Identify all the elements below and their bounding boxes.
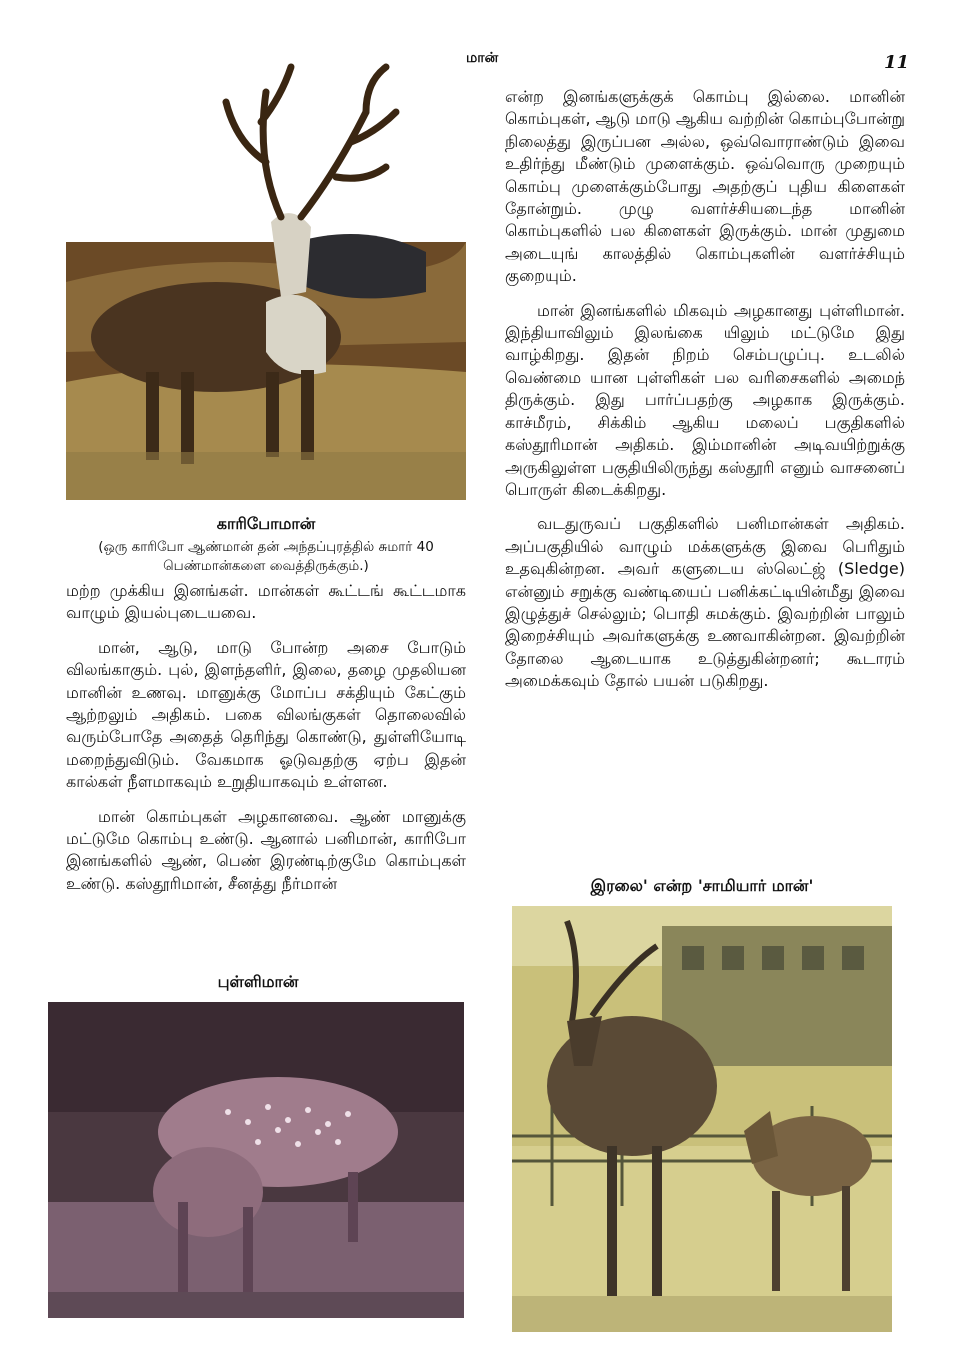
caribou-caption: காரிபோமான் [216, 514, 316, 533]
blackbuck-caption: இரலை' என்ற 'சாமியார் மான்' [590, 876, 814, 895]
left-paragraph-1: மற்ற முக்கிய இனங்கள். மான்கள் கூட்டங் கூட்டமாக வாழும் இயல்புடையவை. [66, 581, 466, 623]
left-column-text [66, 580, 466, 907]
right-column-text [505, 86, 905, 705]
left-paragraph-3: மான் கொம்புகள் அழகானவை. ஆண் மானுக்கு மட்டுமே கொம்பு உண்டு. ஆனால் பனிமான், காரிபோ இனங்களில் ஆண், பெண் இரண்டிற்குமே கொம்புகள் உண்டு. கஸ்தூரிமான், சீனத்து நீர்மான் [66, 806, 466, 893]
caribou-caption-note: (ஒரு காரிபோ ஆண்மான் தன் அந்தப்புரத்தில் சுமார் 40 பெண்மான்களை வைத்திருக்கும்.) [98, 539, 434, 574]
caribou-illustration [66, 52, 466, 500]
page-number: 11 [884, 52, 910, 73]
running-header: மான் [466, 50, 499, 66]
left-paragraph-2: மான், ஆடு, மாடு போன்ற அசை போடும் விலங்காகும். புல், இளந்தளிர், இலை, தழை முதலியன மானின் உணவு. மானுக்கு மோப்ப சக்தியும் கேட்கும் ஆற்றலும் அதிகம். பகை விலங்குகள் தொலைவில் வரும்போதே அதைத் தெரிந்து கொண்டு, துள்ளியோடி மறைந்துவிடும். வேகமாக ஓடுவதற்கு ஏற்ப இதன் கால்கள் நீளமாகவும் உறுதியாகவும் உள்ளன. [66, 637, 466, 792]
right-paragraph-2: மான் இனங்களில் மிகவும் அழகானது புள்ளிமான். இந்தியாவிலும் இலங்கை யிலும் மட்டுமே இது வாழ்கிறது. இதன் நிறம் செம்பழுப்பு. உடலில் வெண்மை யான புள்ளிகள் பல வரிசைகளில் அமைந் திருக்கும். இது பார்ப்பதற்கு அழகாக இருக்கும். காச்மீரம், சிக்கிம் ஆகிய மலைப் பகுதிகளில் கஸ்தூரிமான் அதிகம். இம்மானின் அடிவயிற்றுக்கு அருகிலுள்ள பகுதியிலிருந்து கஸ்தூரி எனும் வாசனைப் பொருள் கிடைக்கிறது. [505, 300, 905, 499]
right-paragraph-1: என்ற இனங்களுக்குக் கொம்பு இல்லை. மானின் கொம்புகள், ஆடு மாடு ஆகிய வற்றின் கொம்புபோன்று நிலைத்து இருப்பன அல்ல, ஒவ்வொராண்டும் இவை உதிர்ந்து மீண்டும் முளைக்கும். ஒவ்வொரு முறையும் கொம்பு முளைக்கும்போது அதற்குப் புதிய கிளைகள் தோன்றும். முழு வளர்ச்சியடைந்த மானின் கொம்புகளில் பல கிளைகள் இருக்கும். மான் முதுமை அடையுங் காலத்தில் கொம்புகளின் வளர்ச்சியும் குறையும். [505, 87, 905, 286]
spotted-deer-photo [48, 1002, 464, 1318]
right-paragraph-3: வடதுருவப் பகுதிகளில் பனிமான்கள் அதிகம். அப்பகுதியில் வாழும் மக்களுக்கு இவை பெரிதும் உதவுகின்றன. அவர் களுடைய ஸ்லெட்ஜ் (Sledge) என்னும் சறுக்கு வண்டியைப் பனிக்கட்டியின்மீது இவை இழுத்துச் செல்லும்; பொதி சுமக்கும். இவற்றின் பாலும் இறைச்சியும் அவர்களுக்கு உணவாகின்றன. இவற்றின் தோலை ஆடையாக உடுத்துகின்றனர்; கூடாரம் அமைக்கவும் தோல் பயன் படுகிறது. [505, 514, 905, 691]
blackbuck-photo [512, 906, 892, 1332]
spotted-deer-caption: புள்ளிமான் [217, 972, 299, 991]
